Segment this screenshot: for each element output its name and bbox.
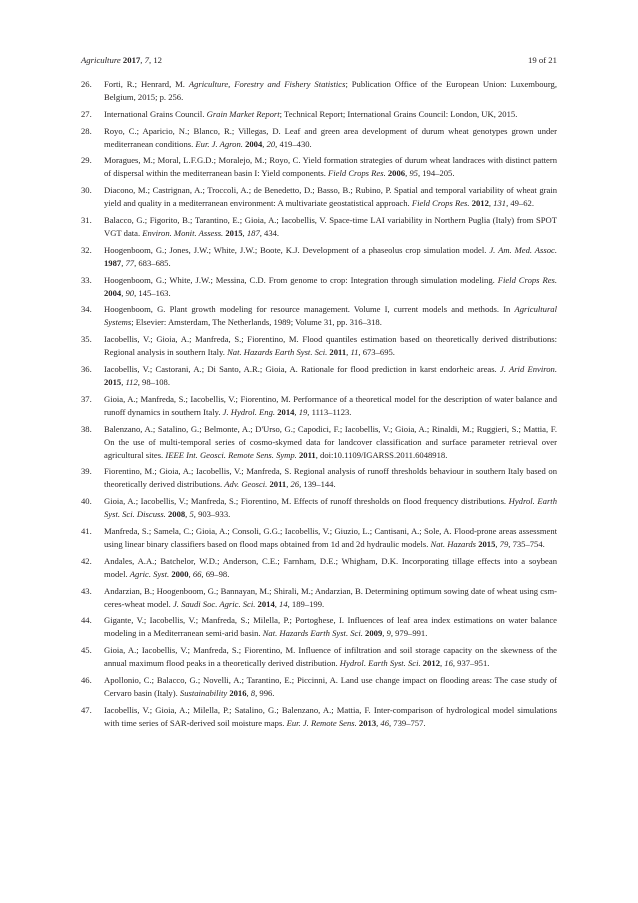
- reference-text: Andarzian, B.; Hoogenboom, G.; Bannayan, M.; Shirali, M.; Andarzian, B. Determining optimum sowing date of wheat using csm-ceres-wheat model.: [104, 585, 557, 609]
- reference-text: , 189–199.: [287, 598, 325, 609]
- reference-italic: 11: [350, 347, 359, 358]
- reference-item: [81, 154, 557, 180]
- reference-italic: 95: [409, 168, 418, 179]
- reference-item: [81, 614, 557, 640]
- reference-italic: J. Saudi Soc. Agric. Sci.: [172, 598, 256, 609]
- reference-number: 30.: [81, 185, 92, 196]
- reference-number: 37.: [81, 393, 92, 404]
- reference-text: ,: [274, 598, 280, 609]
- reference-year: 2004: [245, 138, 263, 149]
- reference-text: , 937–951.: [452, 658, 490, 669]
- reference-italic: 131: [493, 198, 507, 209]
- reference-italic: Field Crops Res.: [328, 168, 386, 179]
- article-number: 12: [153, 55, 162, 65]
- reference-list: [81, 78, 557, 734]
- reference-number: 42.: [81, 555, 92, 566]
- reference-text: , 419–430.: [275, 138, 312, 149]
- reference-text: ,: [346, 347, 351, 358]
- reference-number: 35.: [81, 334, 92, 345]
- reference-italic: 20: [266, 138, 276, 149]
- reference-italic: 16: [444, 658, 453, 669]
- reference-item: [81, 555, 557, 581]
- reference-text: ; Elsevier: Amsterdam, The Netherlands, 1989; Volume 31, pp. 316–318.: [131, 317, 382, 328]
- reference-italic: 19: [298, 406, 308, 417]
- reference-italic: Agriculture, Forestry and Fishery Statistics: [188, 79, 346, 89]
- reference-item: [81, 274, 557, 300]
- journal-volume: 7: [144, 55, 149, 65]
- reference-text: Apollonio, C.; Balacco, G.; Novelli, A.; Tarantino, E.; Piccinni, A. Land use change impact on flooding areas: The case study of Cervaro basin (Italy).: [104, 674, 557, 698]
- reference-text: ,: [376, 717, 381, 728]
- reference-text: Gioia, A.; Iacobellis, V.; Manfreda, S.; Fiorentino, M. Effects of runoff thresholds on flood frequency distributions.: [104, 496, 509, 507]
- reference-number: 40.: [81, 496, 92, 507]
- reference-italic: 14: [279, 598, 288, 609]
- reference-item: [81, 125, 557, 151]
- reference-italic: Field Crops Res.: [497, 274, 558, 285]
- reference-italic: 112: [125, 376, 138, 387]
- reference-text: International Grains Council.: [104, 108, 207, 119]
- reference-italic: Grain Market Report: [206, 108, 280, 119]
- reference-year: 2011: [329, 347, 347, 358]
- reference-item: [81, 303, 557, 329]
- reference-italic: Field Crops Res.: [411, 198, 470, 209]
- reference-text: , 1113–1123.: [307, 406, 352, 417]
- reference-item: [81, 244, 557, 270]
- reference-text: Royo, C.; Aparicio, N.; Blanco, R.; Villegas, D. Leaf and green area development of durum wheat genotypes grown under mediterranean conditions.: [104, 125, 557, 149]
- reference-text: ,: [294, 406, 299, 417]
- journal-name: Agriculture: [81, 55, 121, 65]
- reference-text: ,: [439, 658, 445, 669]
- reference-italic: Agric. Syst.: [129, 568, 170, 579]
- reference-year: 2000: [171, 568, 189, 579]
- reference-item: [81, 78, 557, 104]
- reference-text: Gioia, A.; Iacobellis, V.; Manfreda, S.; Fiorentino, M. Influence of infiltration and soil storage capacity on the skewness of the annual maximum flood peaks in a theoretically derived distribution.: [104, 645, 557, 669]
- reference-text: ,: [121, 287, 126, 298]
- reference-text: ; Technical Report; International Grains Council: London, UK, 2015.: [279, 108, 518, 119]
- reference-text: , 98–108.: [137, 376, 170, 387]
- reference-italic: 90: [125, 287, 135, 298]
- reference-italic: Nat. Hazards Earth Syst. Sci.: [262, 628, 363, 639]
- reference-item: [81, 674, 557, 700]
- reference-italic: 79: [499, 538, 509, 549]
- reference-text: Balenzano, A.; Satalino, G.; Belmonte, A.; D'Urso, G.; Capodici, F.; Iacobellis, V.; Gioia, A.; Rinaldi, M.; Ruggieri, S.; Mattia, F. On the use of multi-temporal series of cosmo-skymed data for landcover classification and surface parameter retrieval over agricultural sites.: [104, 423, 557, 460]
- reference-text: Gigante, V.; Iacobellis, V.; Manfreda, S.; Milella, P.; Portoghese, I. Influences of leaf area index estimations on water balance modeling in a Mediterranean semi-arid basin.: [104, 615, 557, 639]
- reference-item: [81, 214, 557, 240]
- reference-number: 45.: [81, 645, 92, 656]
- reference-text: , 979–991.: [390, 628, 428, 639]
- reference-item: [81, 525, 557, 551]
- reference-number: 34.: [81, 304, 92, 315]
- reference-text: ,: [495, 538, 500, 549]
- reference-text: ,: [488, 198, 494, 209]
- reference-number: 39.: [81, 466, 92, 477]
- reference-number: 28.: [81, 125, 92, 136]
- reference-text: Balacco, G.; Figorito, B.; Tarantino, E.; Gioia, A.; Iacobellis, V. Space-time LAI variability in Northern Puglia (Italy) from SPOT VGT data.: [104, 214, 557, 238]
- reference-text: Manfreda, S.; Samela, C.; Gioia, A.; Consoli, G.G.; Iacobellis, V.; Giuzio, L.; Cantisani, A.; Sole, A. Flood-prone areas assessment using linear binary classifiers based on flood maps obtained from 1d and 2d hydraulic models.: [104, 525, 557, 549]
- reference-text: Andales, A.A.; Batchelor, W.D.; Anderson, C.E.; Farnham, D.E.; Whigham, D.K. Incorporating tillage effects into a soybean model.: [104, 555, 557, 579]
- reference-item: [81, 184, 557, 210]
- reference-italic: Nat. Hazards: [430, 538, 477, 549]
- reference-italic: J. Arid Environ.: [499, 363, 557, 374]
- reference-item: [81, 704, 557, 730]
- reference-number: 26.: [81, 79, 92, 89]
- reference-number: 41.: [81, 525, 92, 536]
- reference-italic: Hydrol. Earth Syst. Sci.: [339, 658, 421, 669]
- reference-year: 2012: [471, 198, 489, 209]
- reference-text: , 996.: [255, 687, 275, 698]
- reference-italic: Eur. J. Agron.: [195, 138, 243, 149]
- reference-text: , 69–98.: [201, 568, 230, 579]
- reference-italic: 8: [250, 687, 256, 698]
- reference-text: ,: [286, 479, 291, 490]
- reference-italic: 187: [246, 227, 260, 238]
- reference-text: ,: [242, 227, 247, 238]
- reference-year: 2013: [358, 717, 377, 728]
- reference-italic: 77: [125, 257, 135, 268]
- reference-italic: Environ. Monit. Assess.: [142, 227, 224, 238]
- reference-item: [81, 393, 557, 419]
- reference-year: 1987: [104, 257, 122, 268]
- reference-text: Gioia, A.; Manfreda, S.; Iacobellis, V.; Fiorentino, M. Performance of a theoretical model for the description of water balance and runoff dynamics in southern Italy.: [104, 393, 557, 417]
- journal-year: 2017: [122, 55, 141, 65]
- reference-number: 31.: [81, 214, 92, 225]
- reference-text: Fiorentino, M.; Gioia, A.; Iacobellis, V.; Manfreda, S. Regional analysis of runoff thresholds behaviour in southern Italy based on theoretically derived distributions.: [104, 466, 557, 490]
- reference-text: , 49–62.: [506, 198, 534, 209]
- reference-year: 2015: [478, 538, 496, 549]
- reference-italic: J. Hydrol. Eng.: [222, 406, 276, 417]
- reference-year: 2012: [422, 658, 440, 669]
- reference-number: 36.: [81, 363, 92, 374]
- reference-text: , 673–695.: [358, 347, 395, 358]
- reference-text: , doi:10.1109/IGARSS.2011.6048918.: [315, 449, 448, 460]
- reference-item: [81, 333, 557, 359]
- reference-year: 2014: [277, 406, 295, 417]
- reference-number: 32.: [81, 244, 92, 255]
- reference-text: , 139–144.: [299, 479, 336, 490]
- reference-text: Moragues, M.; Moral, L.F.G.D.; Moralejo, M.; Royo, C. Yield formation strategies of durum wheat landraces with distinct pattern of dispersal within the mediterranean basin I: Yield components.: [104, 155, 557, 179]
- running-header: Agriculture 2017, 7, 12 19 of 21: [81, 55, 557, 65]
- reference-year: 2011: [269, 479, 287, 490]
- reference-text: Iacobellis, V.; Gioia, A.; Manfreda, S.; Fiorentino, M. Flood quantiles estimation based on theoretically derived distributions: Regional analysis in southern Italy.: [104, 334, 557, 358]
- reference-year: 2008: [167, 509, 186, 520]
- reference-item: [81, 363, 557, 389]
- reference-italic: 9: [386, 628, 391, 639]
- reference-item: [81, 108, 557, 121]
- reference-text: ; Publication Office of the European Union: Luxembourg, Belgium, 2015; p. 256.: [104, 79, 557, 102]
- reference-text: ,: [121, 257, 126, 268]
- reference-italic: 5: [189, 509, 194, 520]
- reference-text: Hoogenboom, G.; White, J.W.; Messina, C.D. From genome to crop: Integration through simulation modeling.: [104, 274, 498, 285]
- reference-text: ,: [188, 568, 193, 579]
- reference-number: 44.: [81, 615, 92, 626]
- reference-italic: 66: [192, 568, 202, 579]
- reference-number: 33.: [81, 274, 92, 285]
- reference-text: Diacono, M.; Castrignan, A.; Troccoli, A.; de Benedetto, D.; Basso, B.; Rubino, P. Spatial and temporal variability of wheat grain yield and quality in a mediterranean environment: A multivariate geostatistical approach.: [104, 185, 557, 209]
- reference-number: 47.: [81, 704, 92, 715]
- reference-item: [81, 423, 557, 462]
- reference-number: 46.: [81, 674, 92, 685]
- reference-item: [81, 465, 557, 491]
- reference-text: , 739–757.: [389, 717, 426, 728]
- reference-text: ,: [246, 687, 251, 698]
- reference-text: , 194–205.: [417, 168, 455, 179]
- reference-italic: J. Am. Med. Assoc.: [489, 244, 557, 255]
- reference-year: 2015: [225, 227, 243, 238]
- reference-year: 2006: [387, 168, 406, 179]
- reference-number: 27.: [81, 108, 92, 119]
- reference-year: 2015: [104, 376, 122, 387]
- reference-number: 43.: [81, 585, 92, 596]
- reference-year: 2014: [257, 598, 275, 609]
- reference-text: ,: [405, 168, 410, 179]
- reference-text: Hoogenboom, G.; Jones, J.W.; White, J.W.; Boote, K.J. Development of a phaseolus crop simulation model.: [104, 244, 490, 255]
- reference-italic: Adv. Geosci.: [224, 479, 268, 490]
- reference-italic: IEEE Int. Geosci. Remote Sens. Symp.: [165, 449, 297, 460]
- reference-text: , 145–163.: [134, 287, 171, 298]
- reference-text: , 434.: [259, 227, 280, 238]
- reference-italic: 46: [380, 717, 389, 728]
- reference-italic: Agricultural Systems: [104, 304, 557, 328]
- reference-year: 2009: [365, 628, 383, 639]
- reference-text: ,: [185, 509, 190, 520]
- reference-number: 38.: [81, 423, 92, 434]
- reference-item: [81, 585, 557, 611]
- reference-italic: Eur. J. Remote Sens.: [286, 717, 357, 728]
- reference-year: 2016: [229, 687, 247, 698]
- page-number: 19 of 21: [528, 55, 557, 65]
- reference-text: ,: [121, 376, 126, 387]
- reference-year: 2011: [299, 449, 316, 460]
- reference-number: 29.: [81, 155, 92, 166]
- reference-italic: Nat. Hazards Earth Syst. Sci.: [227, 347, 328, 358]
- reference-text: Iacobellis, V.; Gioia, A.; Milella, P.; Satalino, G.; Balenzano, A.; Mattia, F. Inter-comparison of hydrological model simulations with time series of SAR-derived soil moisture maps.: [104, 704, 557, 728]
- reference-italic: Sustainability: [179, 687, 228, 698]
- reference-text: Hoogenboom, G. Plant growth modeling for resource management. Volume I, current models and methods. In: [104, 304, 515, 315]
- reference-text: ,: [262, 138, 267, 149]
- reference-text: , 735–754.: [508, 538, 545, 549]
- reference-italic: Hydrol. Earth Syst. Sci. Discuss.: [104, 496, 557, 520]
- reference-text: Iacobellis, V.; Castorani, A.; Di Santo, A.R.; Gioia, A. Rationale for flood prediction in karst endorheic areas.: [104, 363, 500, 374]
- reference-text: Forti, R.; Henrard, M.: [104, 79, 189, 89]
- reference-text: ,: [382, 628, 387, 639]
- reference-item: [81, 495, 557, 521]
- reference-text: , 683–685.: [134, 257, 171, 268]
- reference-item: [81, 644, 557, 670]
- reference-year: 2004: [104, 287, 122, 298]
- reference-italic: 26: [290, 479, 300, 490]
- reference-text: , 903–933.: [193, 509, 231, 520]
